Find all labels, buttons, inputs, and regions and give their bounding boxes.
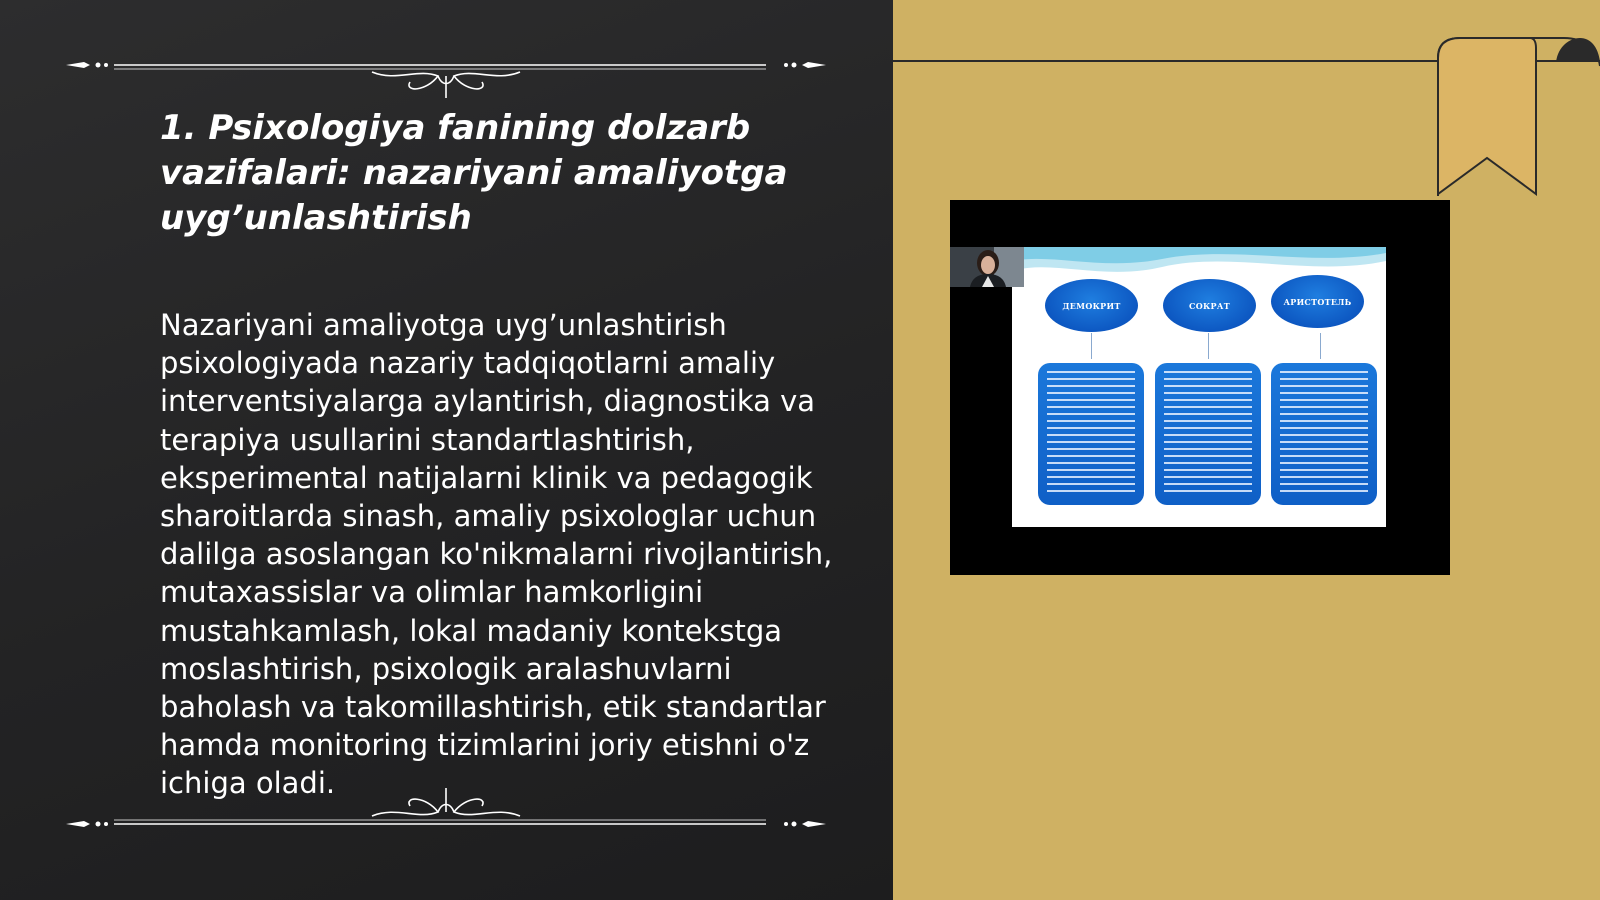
diagram-text-box xyxy=(1038,363,1144,505)
diagram-oval-aristotle: АРИСТОТЕЛЬ xyxy=(1271,275,1364,328)
slide-title: 1. Psixologiya fanining dolzarb vazifalari: nazariyani amaliyotga uyg’unlashtirish xyxy=(160,108,788,238)
diagram-text-box xyxy=(1271,363,1377,505)
bottom-divider-ornament-icon xyxy=(66,786,826,836)
diagram-connector xyxy=(1091,333,1092,359)
video-thumbnail[interactable] xyxy=(950,200,1450,575)
video-slide-content xyxy=(1012,247,1386,527)
illegible-text-lines xyxy=(1164,371,1252,495)
bookmark-ribbon-icon xyxy=(1434,36,1600,198)
diagram-text-box xyxy=(1155,363,1261,505)
diagram-connector xyxy=(1208,333,1209,359)
diagram-oval-socrates: СОКРАТ xyxy=(1163,279,1256,332)
presenter-webcam-icon xyxy=(950,247,1024,287)
illegible-text-lines xyxy=(1280,371,1368,495)
diagram-connector xyxy=(1320,333,1321,359)
top-divider-ornament-icon xyxy=(66,50,826,100)
diagram-oval-democritus: ДЕМОКРИТ xyxy=(1045,279,1138,332)
illegible-text-lines xyxy=(1047,371,1135,495)
slide-body-text: Nazariyani amaliyotga uyg’unlashtirish psixologiyada nazariy tadqiqotlarni amaliy interventsiyalarga aylantirish, diagnostika va terapiya usullarini standartlashtirish, eksperimental natijalarni klinik va pedagogik sharoitlarda sinash, amaliy psixologlar uchun dalilga asoslangan ko'nikmalarni rivojlantirish, mutaxassislar va olimlar hamkorligini mustahkamlash, lokal madaniy kontekstga moslashtirish, psixologik aralashuvlarni baholash va takomillashtirish, etik standartlar hamda monitoring tizimlarini joriy etishni o'z ichiga oladi. xyxy=(160,308,833,801)
